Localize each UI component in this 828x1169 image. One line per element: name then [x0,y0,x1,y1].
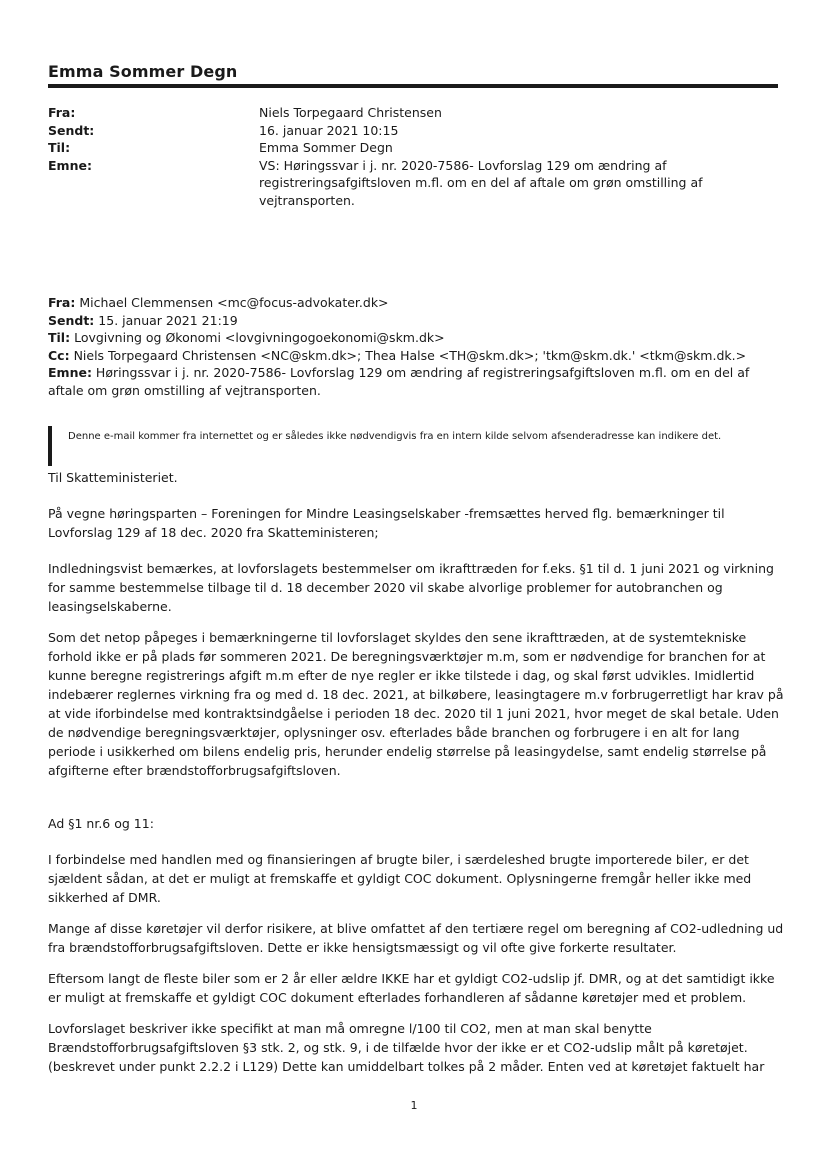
forwarded-cc [48,347,788,365]
body-paragraph: Eftersom langt de fleste biler som er 2 år eller ældre IKKE har et gyldigt CO2-udslip jf. DMR, og at det samtidigt ikke er muligt at fremskaffe et gyldigt COC dokument efterlades forhandleren af sådanne køretøjer med et problem. [48,971,775,1005]
header-value: 16. januar 2021 10:15 [259,122,399,138]
warning-text: Denne e-mail kommer fra internettet og er således ikke nødvendigvis fra en intern kilde selvom afsenderadresse kan indikere det. [68,431,722,442]
body-paragraph: Lovforslaget beskriver ikke specifikt at man må omregne l/100 til CO2, men at man skal benytte Brændstofforbrugsafgiftsloven §3 stk. 2, og stk. 9, i de tilfælde hvor der ikke er et CO2-udslip målt på køretøjet. (beskrevet under punkt 2.2.2 i L129) Dette kan umiddelbart tolkes på 2 måder. Enten ved at køretøjet faktuelt har [48,1021,765,1074]
header-label: Fra: [48,105,76,120]
forwarded-subject [48,364,788,399]
forwarded-value: Lovgivning og Økonomi <lovgivningogoekonomi@skm.dk> [70,330,445,346]
forwarded-value: Høringssvar i j. nr. 2020-7586- Lovforslag 129 om ændring af registreringsafgiftsloven m.fl. om en del af aftale om grøn omstilling af vejtransporten. [48,365,750,398]
title-divider [48,84,778,88]
page-title: Emma Sommer Degn [48,62,238,81]
forwarded-from [48,294,788,312]
email-body [48,468,786,1088]
body-paragraph: I forbindelse med handlen med og finansieringen af brugte biler, i særdeleshed brugte importerede biler, er det sjældent sådan, at det er muligt at fremskaffe et gyldigt COC dokument. Oplysningerne fremgår heller ikke med sikkerhed af DMR. [48,852,752,905]
header-value: Niels Torpegaard Christensen [259,105,442,120]
header-label: Sendt: [48,122,95,138]
body-paragraph: Indledningsvist bemærkes, at lovforslagets bestemmelser om ikrafttræden for f.eks. §1 til d. 1 juni 2021 og virkning for samme bestemmelse tilbage til d. 18 december 2020 vil skabe alvorlige problemer for autobranchen og leasingselskaberne. [48,561,774,614]
body-paragraph: Mange af disse køretøjer vil derfor risikere, at blive omfattet af den tertiære regel om beregning af CO2-udledning ud fra brændstofforbrugsafgiftsloven. Dette er ikke hensigtsmæssigt og vil ofte give forkerte resultater. [48,921,784,955]
page-number: 1 [410,1099,418,1112]
header-label: Emne: [48,157,92,173]
forwarded-value: Michael Clemmensen <mc@focus-advokater.dk> [75,295,389,310]
section-heading: Ad §1 nr.6 og 11: [48,816,154,831]
warning-bar [48,426,52,466]
forwarded-value: 15. januar 2021 21:19 [94,312,238,328]
body-paragraph: Som det netop påpeges i bemærkningerne til lovforslaget skyldes den sene ikrafttræden, at de systemtekniske forhold ikke er på plads før sommeren 2021. De beregningsværktøjer m.m, som er nødvendige for branchen for at kunne beregne registrerings afgift m.m efter de nye regler er ikke tilstede i dag, og skal først udvikles. Imidlertid indebærer reglernes virkning fra og med d. 18 dec. 2021, at bilkøbere, leasingtagere m.v forbrugerretligt har krav på at vide iforbindelse med kontraktsindgåelse i perioden 18 dec. 2020 til 1 juni 2021, hvor meget de skal betale. Uden de nødvendige beregningsværktøjer, oplysninger osv. efterlades både branchen og forbrugere i en alt for lang periode i usikkerhed om bilens endelig pris, herunder endelig størrelse på leasingydelse, samt endelig størrelse på afgifterne efter brændstofforbrugsafgiftsloven. [48,630,784,778]
header-row-sent [48,122,788,140]
forwarded-label: Cc: [48,347,70,363]
header-value: VS: Høringssvar i j. nr. 2020-7586- Lovforslag 129 om ændring af registreringsafgiftsloven m.fl. om en del af aftale om grøn omstilling af vejtransporten. [259,157,703,208]
body-paragraph: Til Skatteministeriet. [48,470,178,485]
email-header [48,104,788,209]
forwarded-sent [48,312,788,330]
header-row-from [48,104,788,122]
forwarded-header [48,294,788,400]
forwarded-to [48,329,788,347]
forwarded-label: Til: [48,330,71,346]
forwarded-label: Sendt: [48,312,95,328]
forwarded-label: Emne: [48,365,92,381]
header-row-subject [48,157,788,210]
header-row-to [48,139,788,157]
forwarded-value: Niels Torpegaard Christensen <NC@skm.dk>; Thea Halse <TH@skm.dk>; 'tkm@skm.dk.' <tkm@skm.dk.> [69,347,747,363]
header-label: Til: [48,140,71,155]
body-paragraph: På vegne høringsparten – Foreningen for Mindre Leasingselskaber -fremsættes herved flg. bemærkninger til Lovforslag 129 af 18 dec. 2020 fra Skatteministeren; [48,506,725,540]
header-value: Emma Sommer Degn [259,140,393,155]
forwarded-label: Fra: [48,295,76,310]
external-email-warning [48,426,788,466]
